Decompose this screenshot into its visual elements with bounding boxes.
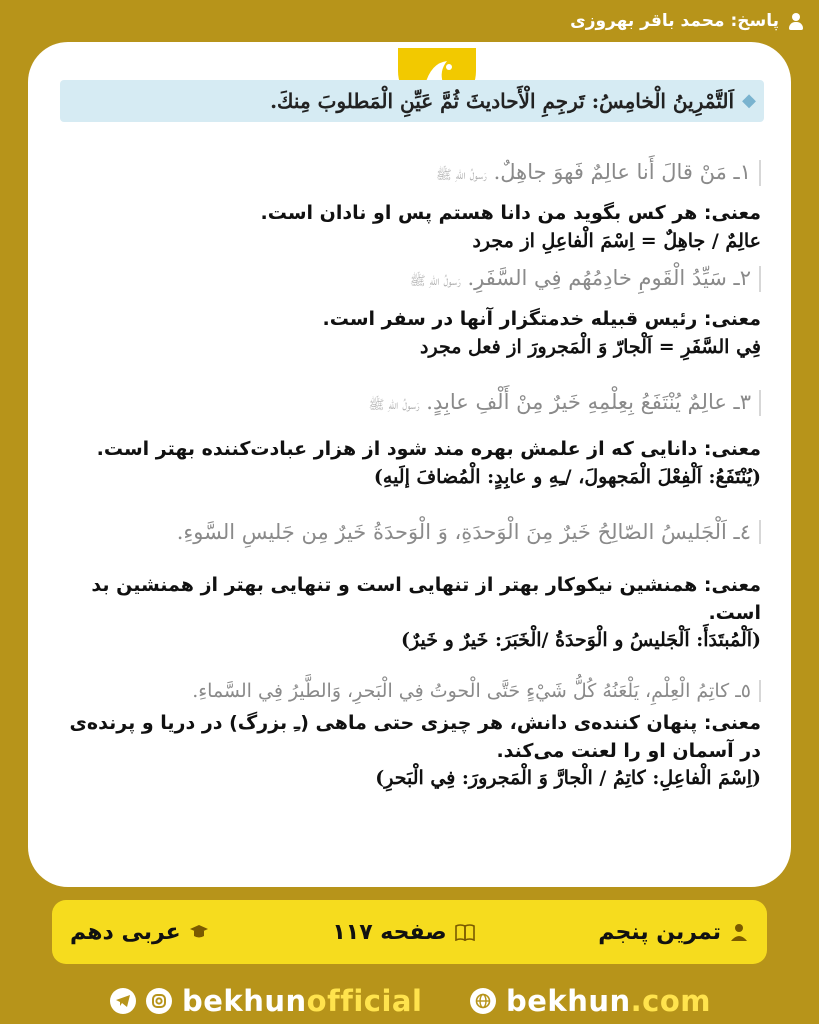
meaning-text: معنی: دانایی که از علمش بهره مند شود از هزار عبادت‌کننده بهتر است.: [96, 438, 761, 460]
book-label: عربی دهم: [70, 919, 181, 945]
meaning-text: معنی: رئیس قبیله خدمتگزار آنها در سفر است.: [322, 308, 761, 330]
user-icon: [787, 12, 805, 30]
exercise-label: تمرین پنجم: [598, 919, 721, 945]
hadith-item-3: [60, 390, 761, 491]
source-text: رَسولُ اللهِ ﷺ: [368, 398, 420, 413]
answerer-bar: [570, 8, 805, 34]
telegram-icon[interactable]: [110, 988, 136, 1014]
arabic-text: ٥ـ كاتِمُ الْعِلْمِ، يَلْعَنُهُ كُلُّ شَيْءٍ حَتَّى الْحوتُ فِي الْبَحرِ، وَالطَّيرُ فِي السَّماءِ.: [192, 680, 751, 702]
book-icon: [455, 923, 475, 941]
website-link[interactable]: [470, 984, 711, 1018]
arabic-text: ٣ـ عالِمٌ يُنْتَفَعُ بِعِلْمِهِ خَيرٌ مِنْ أَلْفِ عابِدٍ.: [426, 390, 751, 414]
page-cell: [332, 920, 474, 945]
diamond-icon: ◆: [742, 90, 756, 111]
arabic-line: [60, 266, 761, 292]
arabic-text: ٤ـ اَلْجَليسُ الصّالِحُ خَيرٌ مِنَ الْوَحدَةِ، وَ الْوَحدَةُ خَيرٌ مِن جَليسِ السَّوءِ.: [176, 520, 751, 544]
exercise-heading: [60, 80, 764, 122]
handle-text[interactable]: bekhunofficial: [182, 984, 423, 1018]
source-text: رَسولُ اللهِ ﷺ: [435, 168, 487, 183]
grammar-text: (يُنْتَفَعُ: اَلْفِعْلَ الْمَجهولَ، /ـِهِ و عابِدٍ: الْمُضافَ إلَيهِ): [373, 465, 761, 488]
grammar-text: عالِمٌ / جاهِلٌ = اِسْمَ الْفاعِلِ از مجرد: [472, 229, 761, 252]
arabic-text: ١ـ مَنْ قالَ أَنا عالِمٌ فَهوَ جاهِلٌ.: [493, 160, 751, 184]
grammar-text: (اَلْمُبتَدَأَ: اَلْجَليسُ و الْوَحدَةُ /الْخَبَرَ: خَيرٌ و خَيرٌ): [401, 629, 761, 652]
meaning-text: معنی: همنشین نیکوکار بهتر از تنهایی است و تنهایی بهتر از همنشین بد است.: [91, 574, 761, 624]
grammar-text: (اِسْمَ الْفاعِلِ: كاتِمُ / الْجارَّ وَ الْمَجرورَ: فِي الْبَحرِ): [375, 767, 761, 790]
book-cell: [70, 920, 209, 945]
page-label: صفحه ۱۱۷: [332, 919, 447, 945]
exercise-cell: [598, 920, 749, 945]
meaning-text: معنی: پنهان کننده‌ی دانش، هر چیزی حتی ماهی (ـِ بزرگ) در دریا و پرنده‌ی در آسمان او را لعنت می‌کند.: [69, 712, 761, 762]
arabic-line: [60, 390, 761, 416]
arabic-line: [60, 680, 761, 702]
exercise-title: اَلتَّمْرِينُ الْخامِسُ: تَرجِمِ الْأَحاديثَ ثُمَّ عَيِّنِ الْمَطلوبَ مِنكَ.: [270, 89, 734, 113]
hadith-item-4: [60, 520, 761, 655]
arabic-line: [60, 520, 761, 544]
globe-icon[interactable]: [470, 988, 496, 1014]
instagram-icon[interactable]: [146, 988, 172, 1014]
arabic-line: [60, 160, 761, 186]
website-text[interactable]: bekhun.com: [505, 984, 711, 1018]
teacher-icon: [729, 923, 749, 941]
footer: [0, 978, 819, 1024]
hadith-item-1: [60, 160, 761, 255]
meaning-text: معنی: هر کس بگوید من دانا هستم پس او نادان است.: [260, 202, 761, 224]
info-bar: [52, 900, 767, 964]
answerer-name: پاسخ: محمد باقر بهروزی: [570, 11, 779, 31]
graduation-cap-icon: [189, 923, 209, 941]
source-text: رَسولُ اللهِ ﷺ: [409, 274, 461, 289]
arabic-text: ٢ـ سَيِّدُ الْقَومِ خادِمُهُم فِي السَّفَرِ.: [467, 266, 751, 290]
hadith-item-5: [60, 680, 761, 793]
hadith-item-2: [60, 266, 761, 361]
social-handle[interactable]: [110, 984, 422, 1018]
grammar-text: فِي السَّفَرِ = اَلْجارّ وَ الْمَجرورَ از فعل مجرد: [420, 335, 761, 358]
